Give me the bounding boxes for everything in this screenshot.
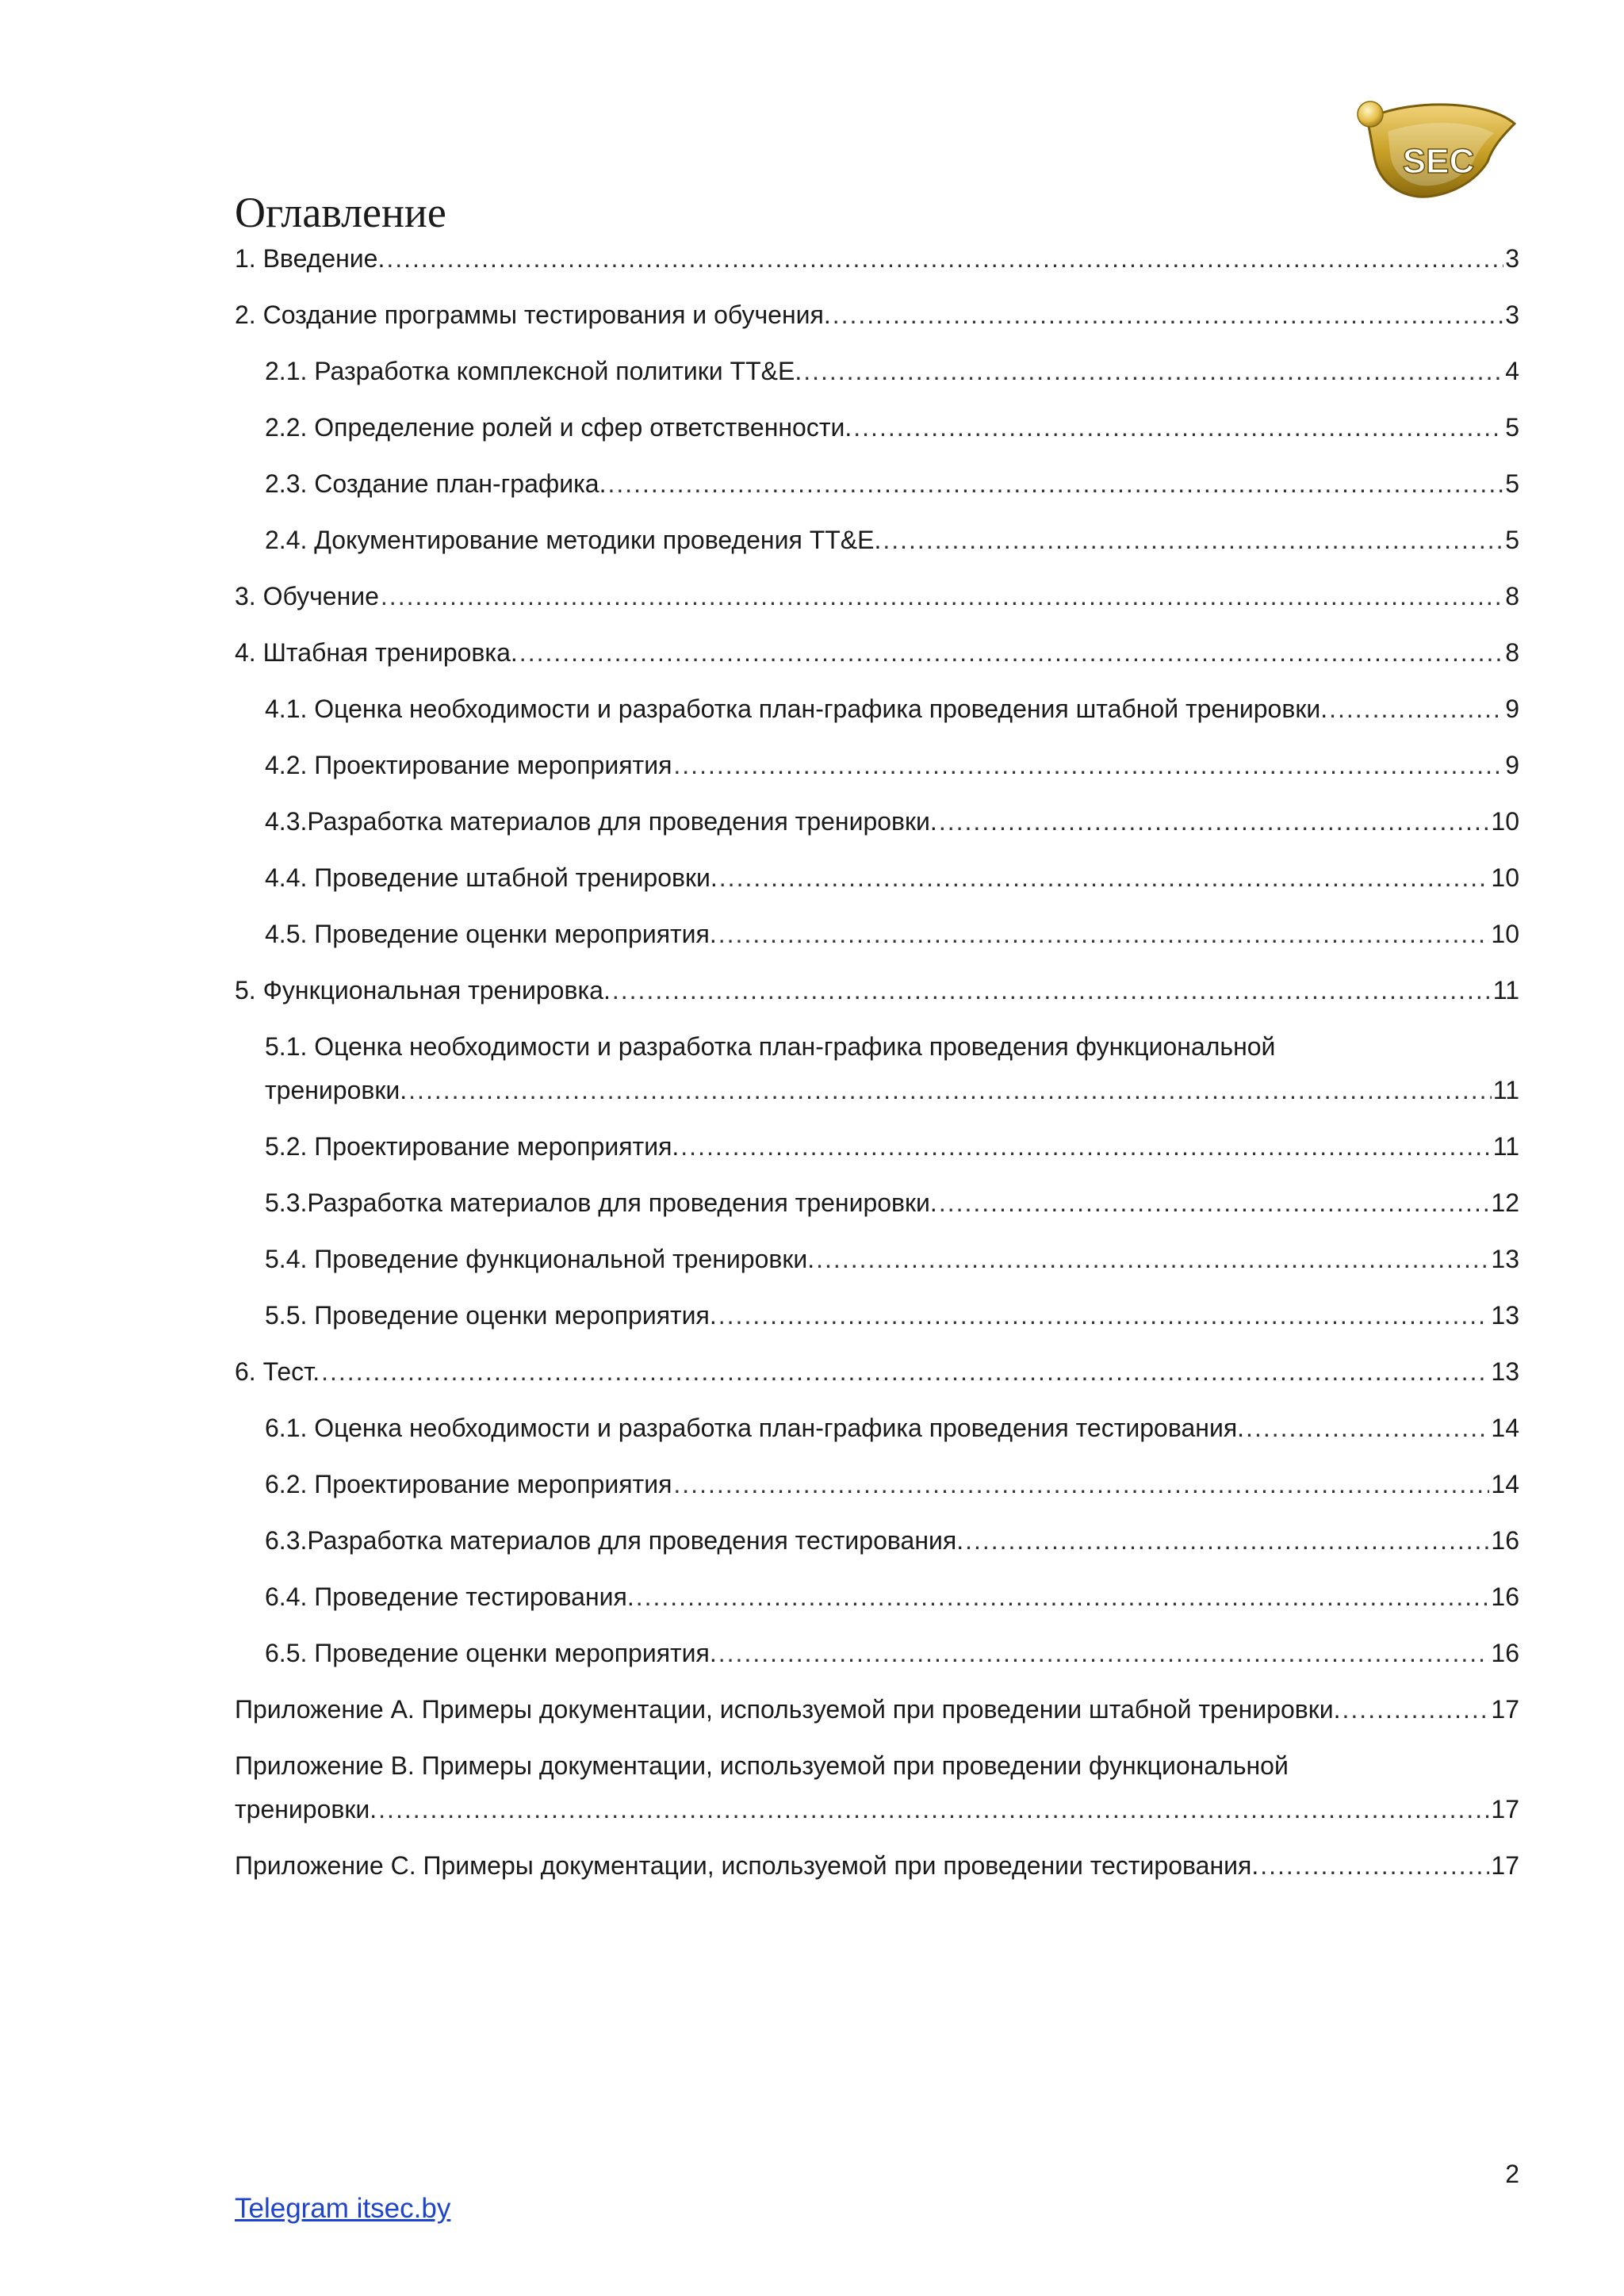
toc-entry[interactable] bbox=[265, 1468, 1519, 1500]
toc-entry-text: 6.4. Проведение тестирования. bbox=[265, 1582, 634, 1611]
toc-entry-text: 5.2. Проектирование мероприятия. bbox=[265, 1132, 680, 1161]
toc-entry[interactable] bbox=[265, 468, 1519, 499]
toc-entry[interactable] bbox=[265, 918, 1519, 950]
toc-entry-page: 17 bbox=[1491, 1795, 1519, 1823]
dot-leader bbox=[719, 862, 1490, 894]
toc-title: Оглавление bbox=[235, 189, 446, 236]
toc-entry-text: 2.2. Определение ролей и сфер ответственности. bbox=[265, 413, 852, 442]
toc-entry-text: 5.5. Проведение оценки мероприятия. bbox=[265, 1301, 717, 1330]
dot-leader bbox=[803, 355, 1503, 387]
dot-leader bbox=[1329, 693, 1503, 725]
toc-entry-page: 17 bbox=[1491, 1851, 1519, 1880]
toc-entry-page: 11 bbox=[1492, 1132, 1519, 1161]
toc-entry[interactable] bbox=[265, 806, 1519, 837]
toc-entry-text: 2.4. Документирование методики проведения TT&E. bbox=[265, 526, 882, 554]
toc-entry-text: 6.5. Проведение оценки мероприятия. bbox=[265, 1639, 717, 1667]
toc-entry-text: 4.4. Проведение штабной тренировки. bbox=[265, 863, 718, 892]
toc-entry[interactable] bbox=[265, 693, 1519, 725]
toc-entry-text: 6.1. Оценка необходимости и разработка план-графика проведения тестирования. bbox=[265, 1414, 1245, 1442]
toc-entry-page: 5 bbox=[1505, 526, 1519, 554]
dot-leader bbox=[321, 1356, 1489, 1387]
toc-entry[interactable] bbox=[265, 1243, 1519, 1275]
toc-entry[interactable] bbox=[265, 1131, 1519, 1162]
dot-leader bbox=[816, 1243, 1489, 1275]
toc-entry-text: Приложение С. Примеры документации, используемой при проведении тестирования. bbox=[235, 1851, 1259, 1880]
toc-entry[interactable] bbox=[265, 524, 1519, 556]
toc-entry[interactable] bbox=[265, 1581, 1519, 1613]
toc-entry[interactable] bbox=[265, 1525, 1519, 1556]
toc-entry-text: 4.1. Оценка необходимости и разработка план-графика проведения штабной тренировки. bbox=[265, 695, 1328, 723]
toc-entry-page: 13 bbox=[1491, 1245, 1519, 1273]
toc-entry-page: 3 bbox=[1505, 300, 1519, 329]
itsec-logo bbox=[1353, 92, 1519, 203]
dot-leader bbox=[519, 637, 1503, 668]
toc-entry-text: 4.2. Проектирование мероприятия bbox=[265, 751, 672, 779]
dot-leader bbox=[883, 524, 1503, 556]
dot-leader bbox=[636, 1581, 1490, 1613]
toc-entry-page: 16 bbox=[1491, 1582, 1519, 1611]
toc-entry-page: 17 bbox=[1491, 1695, 1519, 1724]
dot-leader bbox=[673, 749, 1503, 781]
toc-entry-page: 3 bbox=[1505, 244, 1519, 273]
toc-entry-text: 3. Обучение bbox=[235, 582, 379, 610]
dot-leader bbox=[680, 1131, 1492, 1162]
dot-leader bbox=[386, 243, 1503, 274]
toc-entry-page: 5 bbox=[1505, 469, 1519, 498]
toc-entry-page: 10 bbox=[1491, 920, 1519, 948]
toc-entry-page: 16 bbox=[1491, 1639, 1519, 1667]
toc-entry[interactable] bbox=[235, 637, 1519, 668]
page-number: 2 bbox=[1505, 2160, 1519, 2188]
toc-entry[interactable] bbox=[265, 355, 1519, 387]
toc-entry[interactable] bbox=[235, 974, 1519, 1006]
dot-leader bbox=[612, 974, 1492, 1006]
dot-leader bbox=[965, 1525, 1489, 1556]
toc-entry-page: 10 bbox=[1491, 863, 1519, 892]
toc-entry-page: 14 bbox=[1491, 1414, 1519, 1442]
toc-entry-text: 1. Введение. bbox=[235, 244, 385, 273]
dot-leader bbox=[833, 299, 1503, 331]
toc-entry[interactable] bbox=[235, 1850, 1519, 1881]
toc-entry[interactable] bbox=[265, 1637, 1519, 1669]
toc-entry[interactable] bbox=[265, 411, 1519, 443]
toc-entry-text-line2: тренировки. bbox=[235, 1795, 377, 1823]
dot-leader bbox=[673, 1468, 1489, 1500]
toc-entry[interactable] bbox=[265, 1412, 1519, 1444]
toc-entry-page: 11 bbox=[1492, 976, 1519, 1004]
svg-text:SEC: SEC bbox=[1402, 142, 1475, 181]
toc-entry[interactable] bbox=[265, 749, 1519, 781]
dot-leader bbox=[718, 918, 1490, 950]
toc-entry-page: 16 bbox=[1491, 1526, 1519, 1555]
dot-leader bbox=[381, 580, 1503, 612]
toc-entry-text: Приложение А. Примеры документации, используемой при проведении штабной тренировки. bbox=[235, 1695, 1341, 1724]
dot-leader bbox=[939, 1187, 1490, 1219]
toc-entry-text: 4. Штабная тренировка. bbox=[235, 638, 518, 667]
toc-entry-text: 6.3.Разработка материалов для проведения тестирования. bbox=[265, 1526, 964, 1555]
toc-entry-text: 5.3.Разработка материалов для проведения тренировки. bbox=[265, 1188, 937, 1217]
toc-entry[interactable] bbox=[235, 299, 1519, 331]
toc-entry-text-line1: 5.1. Оценка необходимости и разработка план-графика проведения функциональной bbox=[265, 1032, 1276, 1061]
toc-entry[interactable] bbox=[265, 1031, 1519, 1106]
dot-leader bbox=[1246, 1412, 1489, 1444]
toc-entry-page: 11 bbox=[1492, 1076, 1519, 1104]
toc-entry[interactable] bbox=[235, 580, 1519, 612]
toc-entry[interactable] bbox=[235, 1693, 1519, 1725]
dot-leader bbox=[718, 1299, 1490, 1331]
toc-entry-text: 6.2. Проектирование мероприятия bbox=[265, 1470, 672, 1498]
toc-entry[interactable] bbox=[235, 1356, 1519, 1387]
toc-entry-page: 14 bbox=[1491, 1470, 1519, 1498]
toc-entry[interactable] bbox=[265, 862, 1519, 894]
toc-entry-page: 9 bbox=[1505, 751, 1519, 779]
toc-entry-text-line1: Приложение В. Примеры документации, используемой при проведении функциональной bbox=[235, 1751, 1289, 1780]
toc-entry-page: 12 bbox=[1491, 1188, 1519, 1217]
dot-leader bbox=[1342, 1693, 1490, 1725]
toc-entry-page: 4 bbox=[1505, 357, 1519, 385]
toc-entry-page: 13 bbox=[1491, 1357, 1519, 1386]
toc-entry-text: 6. Тест. bbox=[235, 1357, 320, 1386]
dot-leader bbox=[939, 806, 1490, 837]
toc-entry-text: 2.1. Разработка комплексной политики TT&E. bbox=[265, 357, 802, 385]
toc-entry-text: 2.3. Создание план-графика. bbox=[265, 469, 607, 498]
toc-entry-page: 8 bbox=[1505, 582, 1519, 610]
toc-entry-page: 9 bbox=[1505, 695, 1519, 723]
toc-entry-page: 13 bbox=[1491, 1301, 1519, 1330]
toc-entry-text: 4.3.Разработка материалов для проведения тренировки. bbox=[265, 807, 937, 836]
toc-entry-text: 5.4. Проведение функциональной тренировки. bbox=[265, 1245, 815, 1273]
toc-entry-text-line2: тренировки. bbox=[265, 1076, 408, 1104]
telegram-link[interactable]: Telegram itsec.by bbox=[235, 2193, 451, 2224]
toc-entry-text: 4.5. Проведение оценки мероприятия. bbox=[265, 920, 717, 948]
toc-entry-text: 2. Создание программы тестирования и обучения. bbox=[235, 300, 831, 329]
toc-entry[interactable] bbox=[235, 243, 1519, 274]
dot-leader bbox=[718, 1637, 1490, 1669]
toc-entry[interactable] bbox=[265, 1299, 1519, 1331]
dot-leader bbox=[378, 1793, 1489, 1825]
toc-entry[interactable] bbox=[235, 1750, 1519, 1825]
dot-leader bbox=[1260, 1850, 1489, 1881]
toc-entry-page: 5 bbox=[1505, 413, 1519, 442]
toc-entry-page: 10 bbox=[1491, 807, 1519, 836]
dot-leader bbox=[853, 411, 1503, 443]
dot-leader bbox=[607, 468, 1503, 499]
dot-leader bbox=[408, 1074, 1492, 1106]
toc-entry-text: 5. Функциональная тренировка. bbox=[235, 976, 611, 1004]
toc-entry-page: 8 bbox=[1505, 638, 1519, 667]
toc-entry[interactable] bbox=[265, 1187, 1519, 1219]
